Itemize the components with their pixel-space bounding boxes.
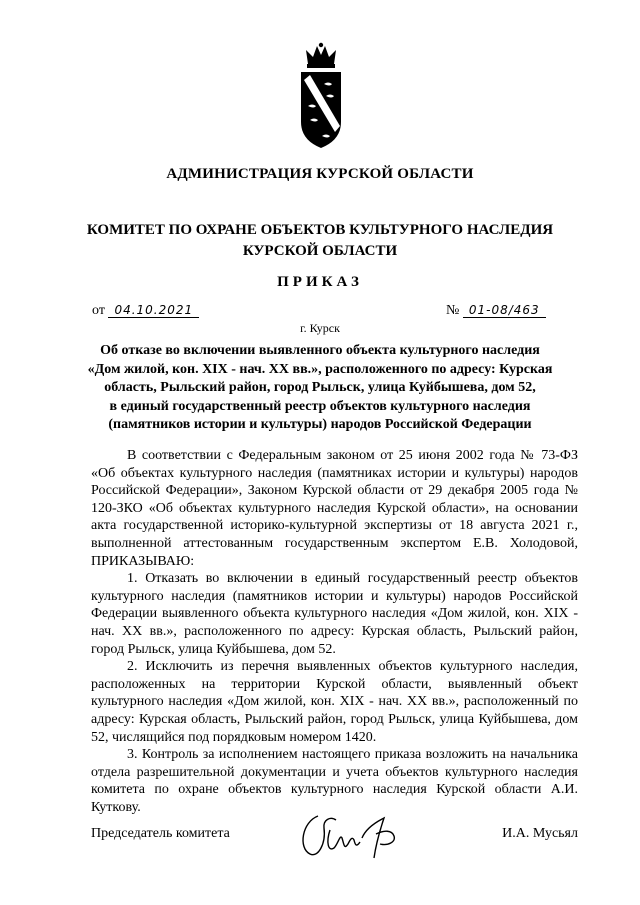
preamble: В соответствии с Федеральным законом от 25 июня 2002 года № 73-ФЗ «Об объектах культурного наследия (памятниках истории и культуры) народов Российской Федерации», Законом Курской области от 29 декабря 2005 года № 120-ЗКО «Об объектах культурного наследия Курской области», на основании акта государственной историко-культурной экспертизы от 18 августа 2021 г., выполненной аттестованным государственным экспертом Е.В. Холодовой, ПРИКАЗЫВАЮ: [91,448,578,569]
committee-line-1: КОМИТЕТ ПО ОХРАНЕ ОБЪЕКТОВ КУЛЬТУРНОГО НАСЛЕДИЯ [86,222,554,238]
document-body [91,447,578,816]
date-prefix: от [92,303,105,318]
date-field [92,303,199,319]
signatory-name: И.А. Мусьял [502,826,578,841]
order-item-1: 1. Отказать во включении в единый государственный реестр объектов культурного наследия (памятников истории и культуры) народов Российской Федерации выявленного объекта культурного наследия «Дом жилой, кон. XIX - нач. XX вв.», расположенного по адресу: Курская область, Рыльский район, город Рыльск, улица Куйбышева, дом 52. [91,571,578,657]
number-value: 01-08/463 [463,303,546,318]
title-line: «Дом жилой, кон. XIX - нач. XX вв.», расположенного по адресу: Курская [87,361,553,377]
handwritten-signature-icon [296,808,406,864]
coat-of-arms-icon [296,42,346,150]
title-line: область, Рыльский район, город Рыльск, улица Куйбышева, дом 52, [104,380,536,395]
order-item-2: 2. Исключить из перечня выявленных объектов культурного наследия, расположенных на территории Курской области, выявленный объект культурного наследия «Дом жилой, кон. XIX - нач. XX вв.», расположенный по адресу: Курская область, Рыльский район, город Рыльск, улица Куйбышева, дом 52, числящийся под порядковым номером 1420. [91,659,578,745]
date-value: 04.10.2021 [108,303,199,318]
city: г. Курск [300,321,340,335]
document-title [0,342,640,435]
number-prefix: № [446,303,460,318]
order-item-3: 3. Контроль за исполнением настоящего приказа возложить на начальника отдела разрешительной документации и учета объектов культурного наследия комитета по охране объектов культурного наследия Курской области А.И. Куткову. [91,747,578,815]
number-field [446,303,546,319]
title-line: в единый государственный реестр объектов культурного наследия [109,398,531,414]
title-line: (памятников истории и культуры) народов Российской Федерации [108,417,532,432]
signatory-position: Председатель комитета [91,826,230,841]
document-type: ПРИКАЗ [277,274,363,290]
committee-heading [0,220,640,262]
committee-line-2: КУРСКОЙ ОБЛАСТИ [242,243,398,259]
title-line: Об отказе во включении выявленного объекта культурного наследия [100,343,540,358]
administration-heading: АДМИНИСТРАЦИЯ КУРСКОЙ ОБЛАСТИ [166,166,474,182]
